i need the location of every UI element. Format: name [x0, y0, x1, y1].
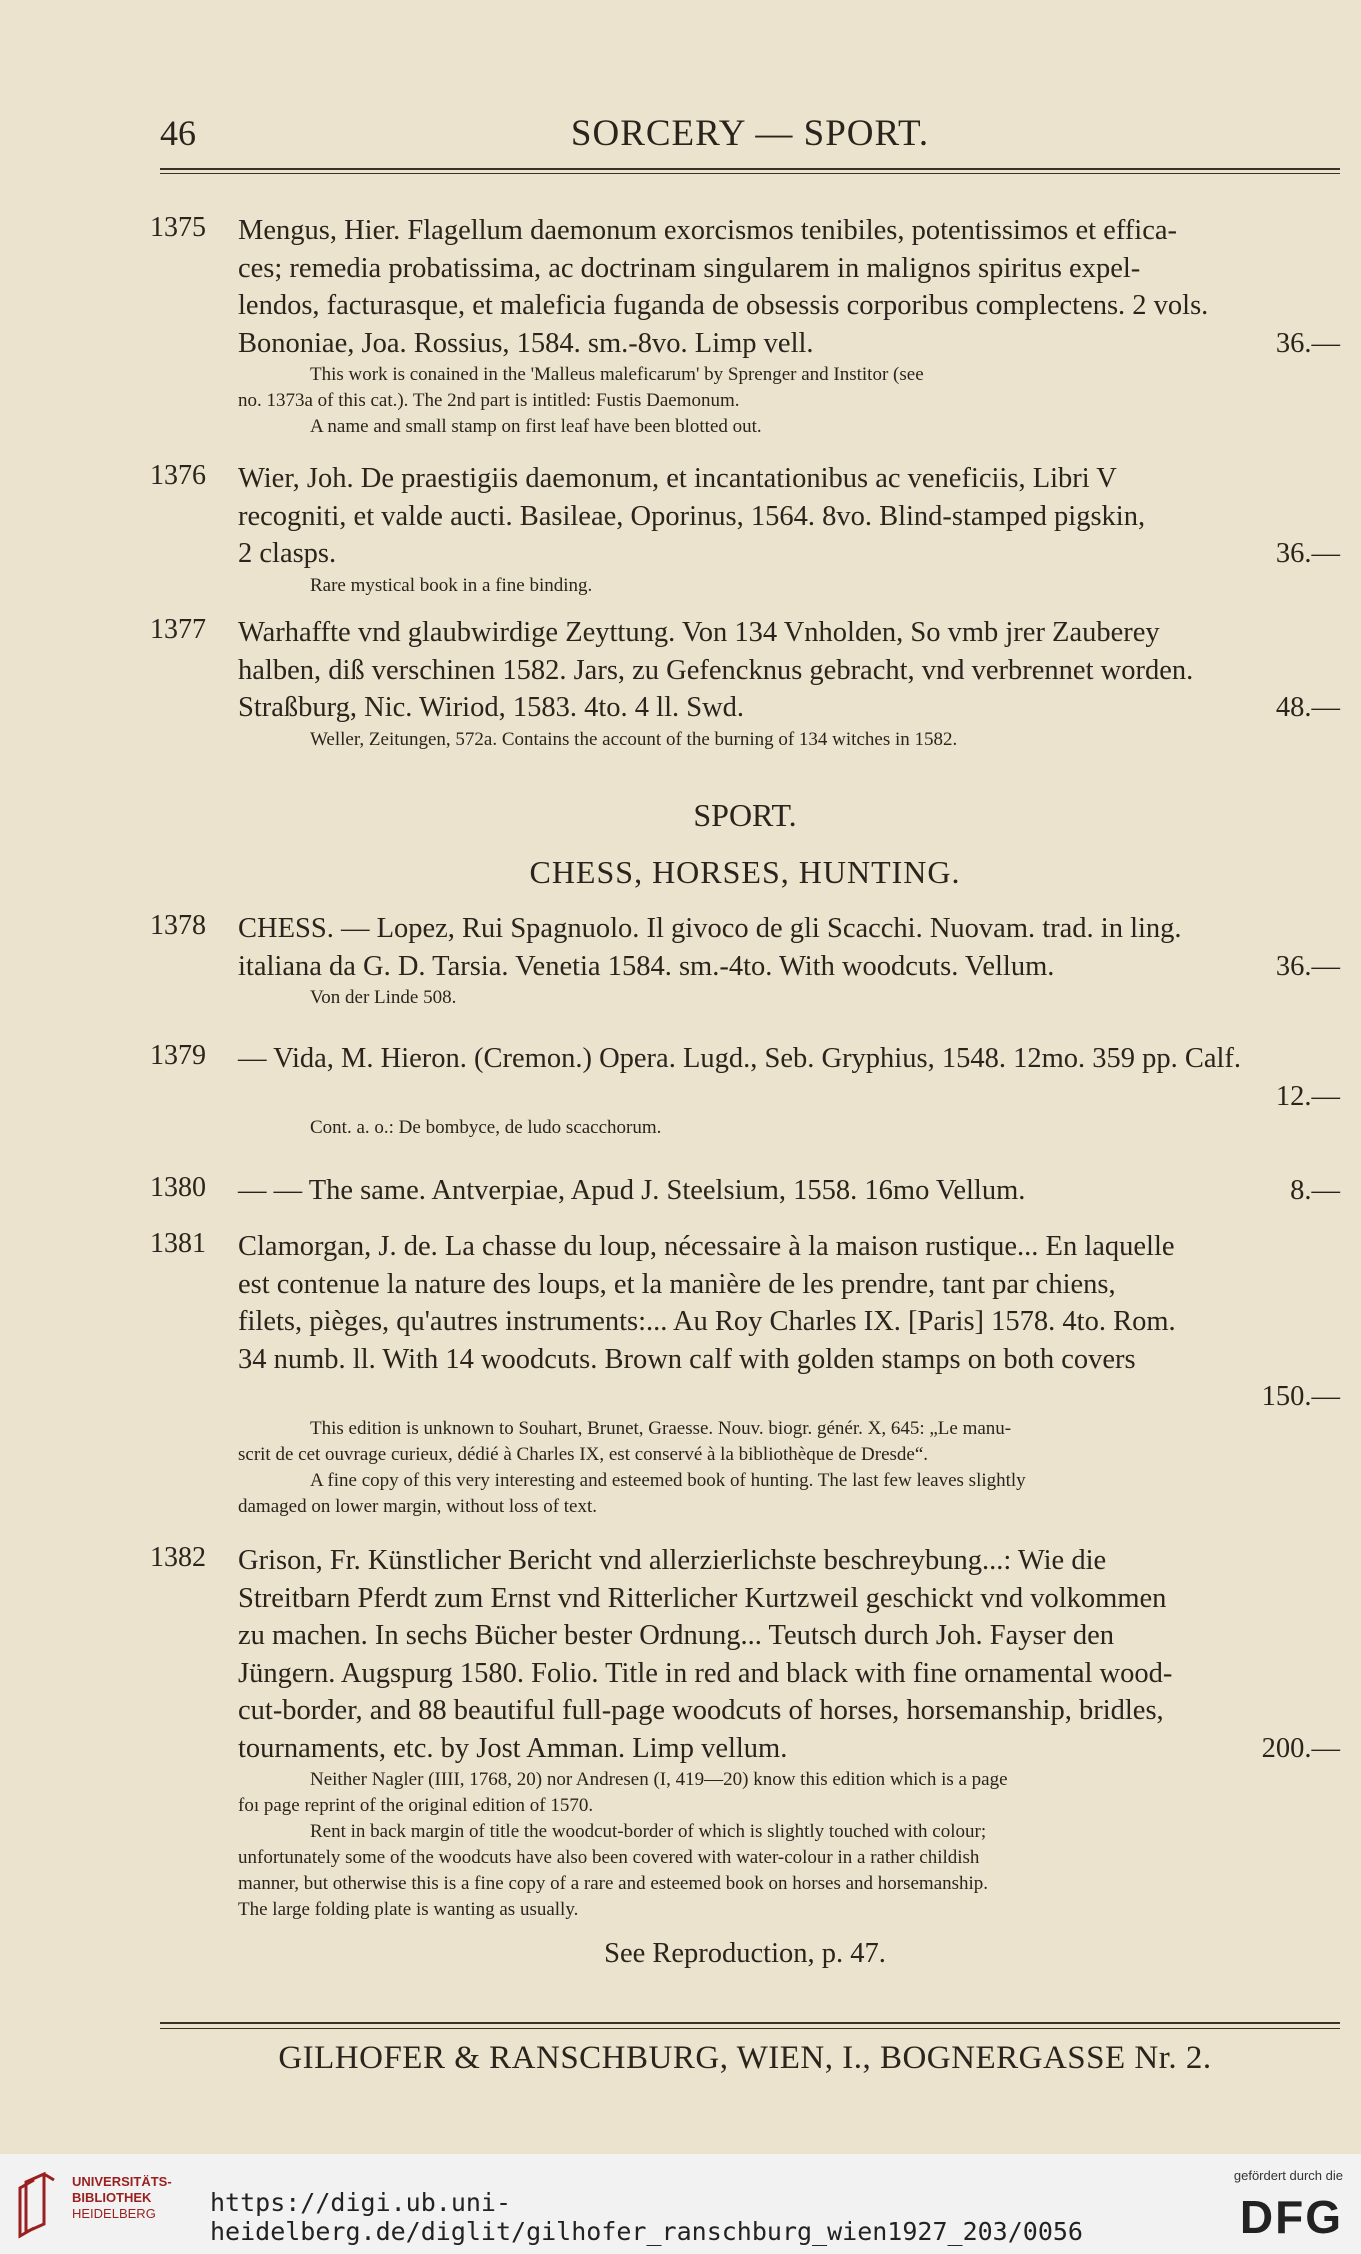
running-header: [160, 112, 1340, 162]
entry-text: [238, 910, 1340, 985]
entry-text: [238, 460, 1340, 573]
library-name-line: HEIDELBERG: [72, 2206, 156, 2221]
note-line: scrit de cet ouvrage curieux, dédié à Charles IX, est conservé à la bibliothèque de Dresde“.: [238, 1443, 929, 1465]
entry-line: Mengus, Hier. Flagellum daemonum exorcismos tenibiles, potentissimos et effica-: [238, 215, 1178, 246]
note-line: A name and small stamp on first leaf have been blotted out.: [310, 416, 762, 437]
note-line: Rent in back margin of title the woodcut-border of which is slightly touched with colour;: [310, 1821, 987, 1842]
entry-line: italiana da G. D. Tarsia. Venetia 1584. sm.-4to. With woodcuts. Vellum.: [238, 950, 1055, 982]
entry-line: recogniti, et valde aucti. Basileae, Oporinus, 1564. 8vo. Blind-stamped pigskin,: [238, 500, 1146, 532]
entry-notes: [238, 573, 1340, 599]
entry-notes: [238, 985, 1340, 1011]
section-heading: SPORT.: [693, 797, 797, 833]
catalog-entry-1378: [150, 910, 1340, 1011]
note-line: no. 1373a of this cat.). The 2nd part is intitled: Fustis Daemonum.: [238, 390, 740, 411]
header-rule-thin: [160, 173, 1340, 174]
entry-line: Straßburg, Nic. Wiriod, 1583. 4to. 4 ll. Swd.: [238, 692, 745, 723]
library-name-line: BIBLIOTHEK: [72, 2190, 152, 2205]
note-line: This work is conained in the 'Malleus maleficarum' by Sprenger and Institor (see: [310, 364, 924, 385]
entry-line: Warhaffte vnd glaubwirdige Zeyttung. Von 134 Vnholden, So vmb jrer Zauberey: [238, 617, 1160, 648]
entry-notes: [238, 727, 1340, 753]
entry-price: 12.—: [1275, 1080, 1340, 1112]
entry-number: 1375: [150, 212, 206, 243]
entry-line: halben, diß verschinen 1582. Jars, zu Gefencknus gebracht, vnd verbrennet worden.: [238, 654, 1194, 686]
entry-line: CHESS. — Lopez, Rui Spagnuolo. Il givoco de gli Scacchi. Nuovam. trad. in ling.: [238, 913, 1182, 944]
entry-line: ces; remedia probatissima, ac doctrinam singularem in malignos spiritus expel-: [238, 252, 1141, 284]
catalog-entry-1376: [150, 460, 1340, 599]
entry-line: Wier, Joh. De praestigiis daemonum, et incantationibus ac veneficiis, Libri V: [238, 463, 1117, 494]
catalog-entry-1381: [150, 1228, 1340, 1520]
entry-price: 48.—: [1275, 692, 1340, 723]
note-line: foı page reprint of the original edition of 1570.: [238, 1795, 594, 1816]
note-line: unfortunately some of the woodcuts have also been covered with water-colour in a rather childish: [238, 1847, 980, 1868]
entry-number: 1376: [150, 460, 206, 491]
note-line: manner, but otherwise this is a fine copy of a rare and esteemed book on horses and horsemanship.: [238, 1873, 989, 1894]
footer-rule-thin: [160, 2028, 1340, 2029]
page-title: SORCERY — SPORT.: [570, 113, 930, 154]
library-name: [72, 2174, 172, 2222]
entry-price: 36.—: [1275, 950, 1340, 982]
university-library-logo-icon: [14, 2170, 58, 2240]
entry-number: 1380: [150, 1172, 206, 1203]
library-name-line: UNIVERSITÄTS-: [72, 2174, 172, 2189]
dfg-logo: DFG: [1239, 2191, 1343, 2243]
note-line: Neither Nagler (IIII, 1768, 20) nor Andresen (I, 419—20) know this edition which is a page: [310, 1769, 1008, 1790]
entry-line: Grison, Fr. Künstlicher Bericht vnd allerzierlichste beschreybung...: Wie die: [238, 1545, 1107, 1576]
entry-line: Clamorgan, J. de. La chasse du loup, nécessaire à la maison rustique... En laquelle: [238, 1231, 1175, 1262]
entry-line: filets, pièges, qu'autres instruments:... Au Roy Charles IX. [Paris] 1578. 4to. Rom.: [238, 1306, 1176, 1337]
entry-number: 1381: [150, 1228, 206, 1259]
catalog-entry-1379: [150, 1040, 1340, 1141]
entry-number: 1379: [150, 1040, 206, 1071]
note-line: Rare mystical book in a fine binding.: [310, 574, 593, 596]
entry-price: 36.—: [1275, 538, 1340, 569]
entry-text: [238, 1040, 1340, 1115]
entry-line: Jüngern. Augspurg 1580. Folio. Title in red and black with fine ornamental wood-: [238, 1657, 1173, 1689]
entry-text: [238, 1172, 1340, 1210]
entry-line: 2 clasps.: [238, 538, 337, 569]
funded-by-label: gefördert durch die: [1233, 2168, 1343, 2183]
note-line: A fine copy of this very interesting and esteemed book of hunting. The last few leaves slightly: [310, 1469, 1026, 1491]
publisher-footer: GILHOFER & RANSCHBURG, WIEN, I., BOGNERGASSE Nr. 2.: [278, 2040, 1212, 2076]
entry-line: zu machen. In sechs Bücher bester Ordnung... Teutsch durch Joh. Fayser den: [238, 1620, 1114, 1651]
entry-text: [238, 212, 1340, 362]
permalink-url[interactable]: https://digi.ub.uni-heidelberg.de/diglit/gilhofer_ranschburg_wien1927_203/0056: [210, 2188, 1083, 2246]
note-line: Weller, Zeitungen, 572a. Contains the account of the burning of 134 witches in 1582.: [310, 728, 958, 750]
entry-line: Bononiae, Joa. Rossius, 1584. sm.-8vo. Limp vell.: [238, 327, 814, 359]
entry-line: Streitbarn Pferdt zum Ernst vnd Ritterlicher Kurtzweil geschickt vnd volkommen: [238, 1582, 1167, 1614]
section-subheading: CHESS, HORSES, HUNTING.: [529, 854, 961, 890]
header-rule: [160, 168, 1340, 170]
entry-number: 1377: [150, 614, 206, 645]
entry-line: tournaments, etc. by Jost Amman. Limp vellum.: [238, 1732, 788, 1764]
catalog-entry-1375: [150, 212, 1340, 440]
catalog-entry-1380: [150, 1172, 1340, 1210]
entry-price: 8.—: [1290, 1175, 1340, 1206]
entry-line: — Vida, M. Hieron. (Cremon.) Opera. Lugd., Seb. Gryphius, 1548. 12mo. 359 pp. Calf.: [238, 1043, 1242, 1074]
note-line: Cont. a. o.: De bombyce, de ludo scacchorum.: [310, 1117, 662, 1138]
catalog-entry-1382: [150, 1542, 1340, 1973]
entry-line: est contenue la nature des loups, et la manière de les prendre, tant par chiens,: [238, 1268, 1116, 1300]
entry-line: cut-border, and 88 beautiful full-page woodcuts of horses, horsemanship, bridles,: [238, 1695, 1164, 1726]
entry-notes: [238, 1115, 1340, 1141]
entry-price: 150.—: [1261, 1381, 1340, 1412]
see-reproduction: See Reproduction, p. 47.: [604, 1938, 886, 1969]
entry-line: 34 numb. ll. With 14 woodcuts. Brown calf with golden stamps on both covers: [238, 1343, 1136, 1375]
entry-text: [238, 1542, 1340, 1767]
entry-notes: [238, 362, 1340, 440]
catalog-entry-1377: [150, 614, 1340, 753]
entry-number: 1382: [150, 1542, 206, 1573]
entry-line: — — The same. Antverpiae, Apud J. Steelsium, 1558. 16mo Vellum.: [238, 1175, 1026, 1206]
note-line: damaged on lower margin, without loss of text.: [238, 1495, 598, 1517]
note-line: The large folding plate is wanting as usually.: [238, 1899, 579, 1920]
entry-line: lendos, facturasque, et maleficia fuganda de obsessis corporibus complectens. 2 vols.: [238, 290, 1209, 321]
note-line: This edition is unknown to Souhart, Brunet, Graesse. Nouv. biogr. génér. X, 645: „Le manu-: [310, 1417, 1012, 1439]
note-line: Von der Linde 508.: [310, 987, 457, 1008]
entry-notes: [238, 1416, 1340, 1520]
entry-text: [238, 614, 1340, 727]
footer-rule: [160, 2022, 1340, 2024]
entry-notes: [238, 1767, 1340, 1923]
page-number: 46: [160, 113, 196, 153]
entry-text: [238, 1228, 1340, 1416]
entry-number: 1378: [150, 910, 206, 941]
entry-price: 200.—: [1261, 1732, 1340, 1764]
entry-price: 36.—: [1275, 327, 1340, 359]
